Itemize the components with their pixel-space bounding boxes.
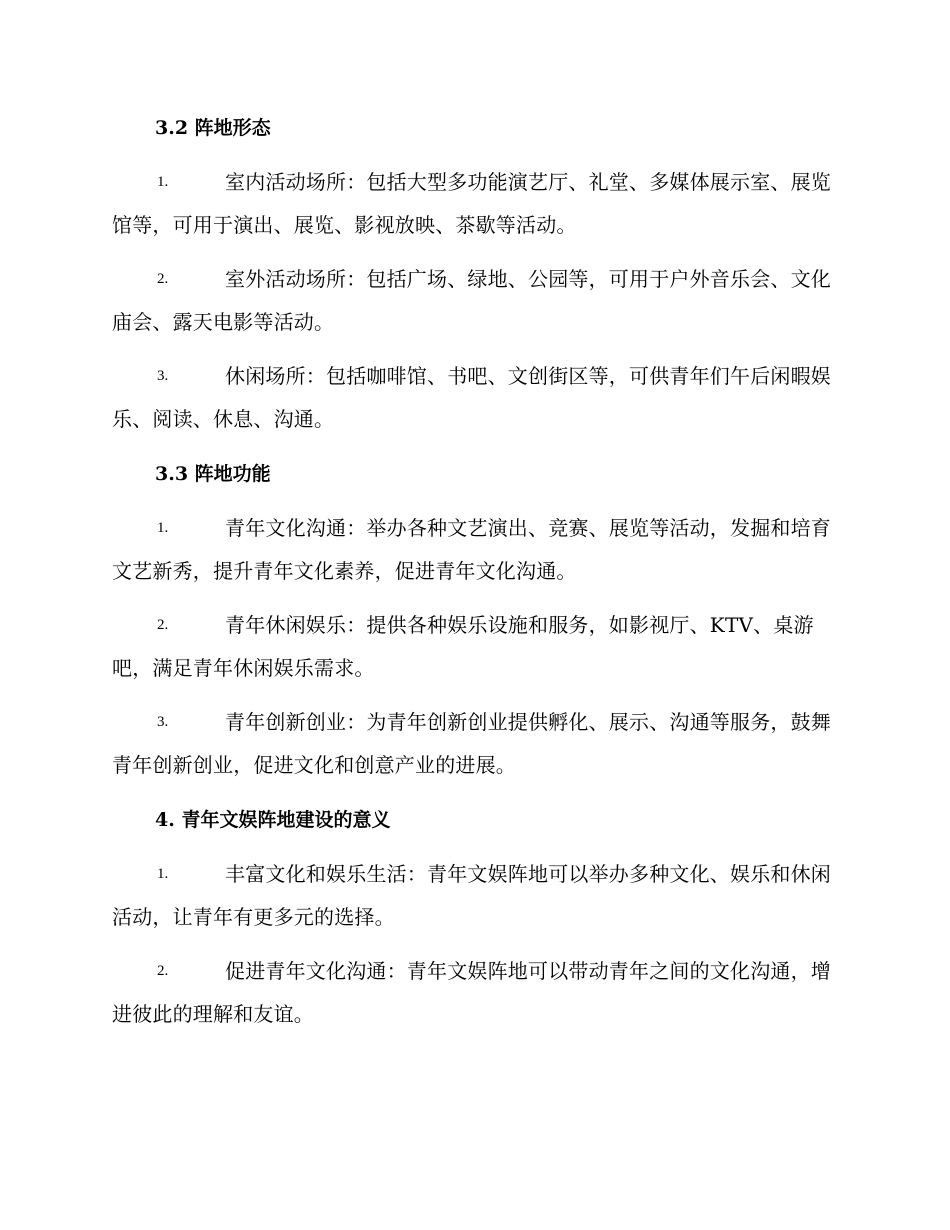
list-item-text: 促进青年文化沟通：青年文娱阵地可以带动青年之间的文化沟通，增进彼此的理解和友谊。 xyxy=(112,959,831,1026)
list-item-text: 青年休闲娱乐：提供各种娱乐设施和服务，如影视厅、KTV、桌游吧，满足青年休闲娱乐需求。 xyxy=(112,613,814,680)
list-item-number: 1. xyxy=(157,520,169,536)
list-item xyxy=(112,161,837,247)
section-heading: 3.3 阵地功能 xyxy=(155,463,271,485)
list-item xyxy=(112,701,837,787)
list-item-text: 室内活动场所：包括大型多功能演艺厅、礼堂、多媒体展示室、展览馆等，可用于演出、展览、影视放映、茶歇等活动。 xyxy=(112,170,831,237)
list-item-number: 2. xyxy=(157,271,169,287)
list-item xyxy=(112,950,837,1036)
list-item-number: 2. xyxy=(157,617,169,633)
list-item xyxy=(112,853,837,939)
section-heading: 4. 青年文娱阵地建设的意义 xyxy=(155,809,391,831)
list-item-number: 1. xyxy=(157,866,169,882)
list-item xyxy=(112,355,837,441)
list-item-number: 3. xyxy=(157,714,169,730)
list-item xyxy=(112,604,837,690)
list-item-number: 2. xyxy=(157,963,169,979)
list-item-text: 青年创新创业：为青年创新创业提供孵化、展示、沟通等服务，鼓舞青年创新创业，促进文化和创意产业的进展。 xyxy=(112,710,831,777)
list-item-number: 3. xyxy=(157,368,169,384)
list-item-text: 室外活动场所：包括广场、绿地、公园等，可用于户外音乐会、文化庙会、露天电影等活动。 xyxy=(112,267,831,334)
list-item-text: 青年文化沟通：举办各种文艺演出、竞赛、展览等活动，发掘和培育文艺新秀，提升青年文化素养，促进青年文化沟通。 xyxy=(112,516,831,583)
list-item-text: 丰富文化和娱乐生活：青年文娱阵地可以举办多种文化、娱乐和休闲活动，让青年有更多元的选择。 xyxy=(112,862,831,929)
list-item xyxy=(112,507,837,593)
list-item-number: 1. xyxy=(157,174,169,190)
list-item-text: 休闲场所：包括咖啡馆、书吧、文创街区等，可供青年们午后闲暇娱乐、阅读、休息、沟通。 xyxy=(112,364,831,431)
list-item xyxy=(112,258,837,344)
section-heading: 3.2 阵地形态 xyxy=(155,117,271,139)
